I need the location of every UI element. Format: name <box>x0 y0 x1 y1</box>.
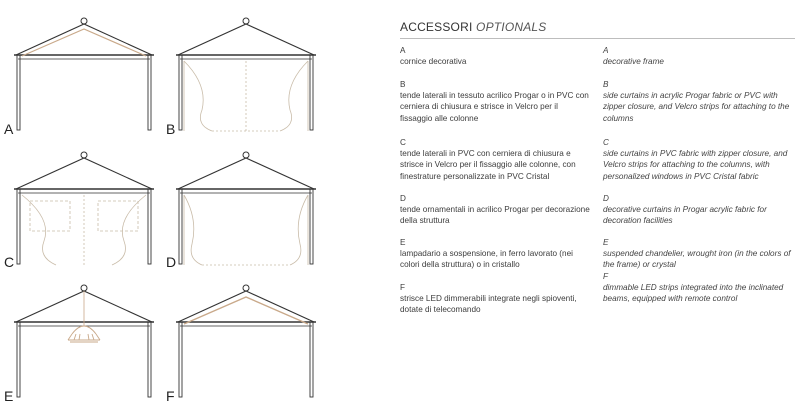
panel-f <box>176 285 316 397</box>
gazebo-drawings <box>0 0 370 412</box>
accessory-description: decorative frame <box>603 57 664 67</box>
panel-label-f: F <box>166 388 175 404</box>
accessory-letter: E <box>603 238 609 247</box>
accessory-description: tende laterali in tessuto acrilico Progar o in PVC con cerniera di chiusura e strisce in Velcro per il fissaggio alle colonne <box>400 91 589 123</box>
panel-c <box>14 152 154 265</box>
accessory-d-en <box>603 193 795 227</box>
accessory-description: cornice decorativa <box>400 57 467 67</box>
section-title <box>400 20 795 39</box>
accessory-letter: A <box>603 46 609 55</box>
panel-e <box>14 285 154 397</box>
accessories-text <box>400 20 795 48</box>
accessory-b-it <box>400 79 590 124</box>
accessory-letter: B <box>603 80 609 89</box>
accessory-description: side curtains in PVC fabric with zipper closure, and Velcro strips for attaching to the columns, with personalized windows in PVC Cristal fabric <box>603 149 788 181</box>
accessory-e-it <box>400 237 590 271</box>
accessory-letter: F <box>603 272 609 281</box>
accessory-description: tende laterali in PVC con cerniera di chiusura e strisce in Velcro per il fissaggio alle colonne, con finestrature personalizzate in PVC Cristal <box>400 149 576 181</box>
accessory-letter: A <box>400 46 406 55</box>
accessory-f-en <box>603 271 795 305</box>
panel-label-a: A <box>4 121 14 137</box>
accessory-letter: D <box>400 194 406 203</box>
accessory-description: side curtains in acrylic Progar fabric or PVC with zipper closure, and Velcro strips for attaching to the columns <box>603 91 790 123</box>
accessory-description: suspended chandelier, wrought iron (in the colors of the frame) or crystal <box>603 249 791 270</box>
panel-label-d: D <box>166 254 177 270</box>
panel-label-e: E <box>4 388 14 404</box>
accessory-description: decorative curtains in Progar acrylic fabric for decoration facilities <box>603 205 767 226</box>
accessory-letter: C <box>603 138 609 147</box>
accessory-c-it <box>400 137 592 182</box>
accessory-letter: B <box>400 80 406 89</box>
accessory-f-it <box>400 282 590 316</box>
panel-label-c: C <box>4 254 15 270</box>
accessory-letter: C <box>400 138 406 147</box>
accessory-letter: F <box>400 283 406 292</box>
title-main: ACCESSORI <box>400 20 473 34</box>
gazebo-illustrations <box>0 0 370 412</box>
panel-d <box>176 152 316 265</box>
accessory-a-it <box>400 45 590 67</box>
accessory-description: dimmable LED strips integrated into the inclinated beams, equipped with remote control <box>603 283 784 304</box>
accessory-description: lampadario a sospensione, in ferro lavorato (nei colori della struttura) o in cristallo <box>400 249 573 270</box>
panel-b <box>176 18 316 131</box>
accessory-description: strisce LED dimmerabili integrate negli spioventi, dotate di telecomando <box>400 294 577 315</box>
title-italic: OPTIONALS <box>476 20 547 34</box>
panel-a <box>14 18 154 130</box>
accessory-e-en <box>603 237 795 271</box>
accessory-letter: E <box>400 238 406 247</box>
accessory-description: tende ornamentali in acrilico Progar per decorazione della struttura <box>400 205 590 226</box>
panel-label-b: B <box>166 121 176 137</box>
accessory-c-en <box>603 137 795 182</box>
accessory-d-it <box>400 193 590 227</box>
accessory-a-en <box>603 45 795 67</box>
accessory-letter: D <box>603 194 609 203</box>
accessory-b-en <box>603 79 795 124</box>
